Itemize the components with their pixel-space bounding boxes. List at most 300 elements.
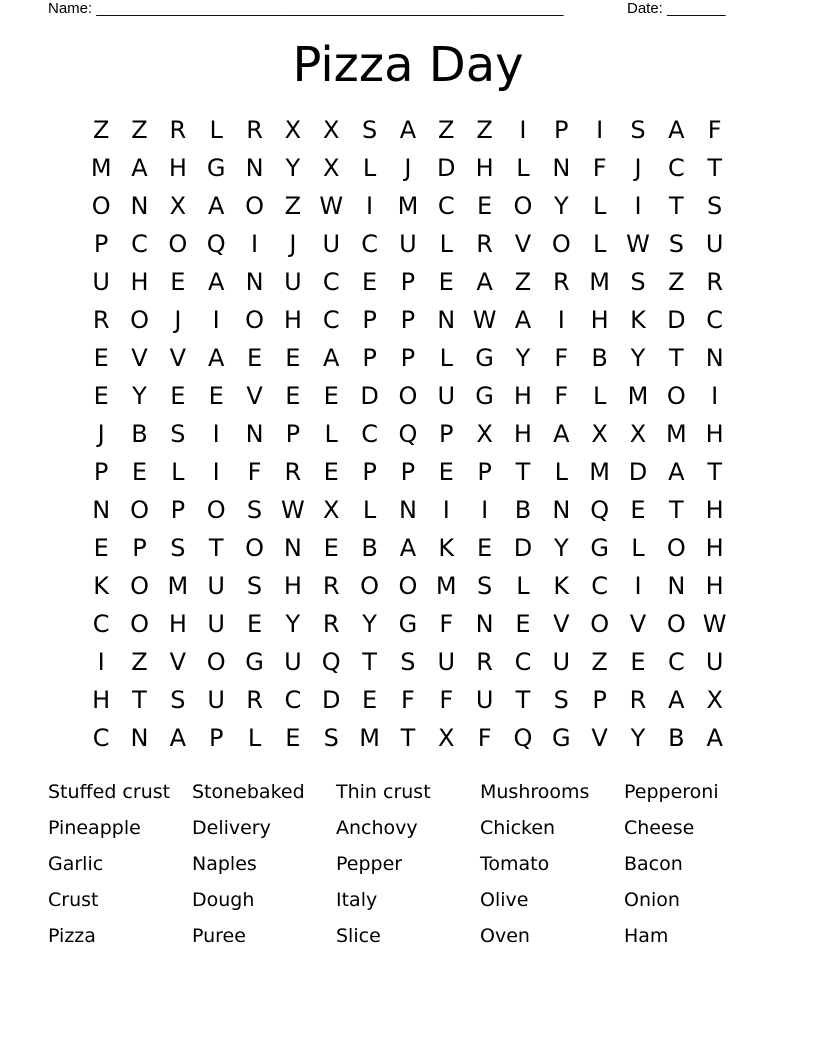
grid-letter: R (629, 686, 647, 714)
grid-letter: D (667, 306, 686, 334)
grid-letter: O (245, 534, 264, 562)
grid-letter: A (323, 344, 340, 372)
grid-letter: F (247, 458, 262, 486)
grid-row (82, 415, 734, 453)
grid-letter: M (435, 572, 457, 600)
grid-letter: S (630, 116, 646, 144)
grid-letter: C (667, 648, 685, 676)
grid-letter: H (705, 420, 724, 448)
word-list-item: Mushrooms (480, 781, 590, 803)
grid-letter: P (362, 458, 377, 486)
grid-letter: C (514, 648, 532, 676)
grid-letter: O (130, 572, 149, 600)
grid-letter: Y (630, 724, 646, 752)
grid-letter: L (439, 344, 453, 372)
grid-letter: K (438, 534, 455, 562)
grid-letter: C (92, 610, 110, 638)
grid-letter: L (362, 154, 377, 182)
grid-letter: M (627, 382, 649, 410)
grid-letter: U (284, 648, 302, 676)
grid-letter: D (360, 382, 379, 410)
grid-letter: C (322, 306, 340, 334)
grid-letter: P (208, 724, 224, 752)
grid-letter: L (439, 230, 453, 258)
grid-letter: X (284, 116, 302, 144)
grid-letter: A (476, 268, 493, 296)
grid-letter: T (515, 458, 531, 486)
word-list-item: Puree (192, 925, 246, 947)
grid-letter: U (92, 268, 110, 296)
grid-letter: A (399, 534, 417, 562)
grid-letter: A (169, 724, 187, 752)
grid-letter: Y (553, 534, 569, 562)
grid-letter: O (666, 382, 686, 410)
grid-letter: Q (206, 230, 226, 258)
grid-letter: E (93, 344, 109, 372)
grid-letter: F (592, 154, 607, 182)
name-field: Name: ________________________________________________________ (48, 0, 564, 17)
grid-letter: A (207, 192, 225, 220)
grid-letter: R (284, 458, 302, 486)
grid-letter: U (705, 230, 724, 258)
grid-letter: E (323, 534, 339, 562)
grid-letter: W (626, 230, 650, 258)
grid-row (82, 225, 734, 263)
grid-letter: R (552, 268, 570, 296)
grid-letter: O (245, 306, 264, 334)
grid-letter: T (668, 496, 684, 524)
word-list-item: Slice (336, 925, 381, 947)
grid-letter: P (170, 496, 186, 524)
grid-letter: B (361, 534, 378, 562)
grid-letter: N (130, 724, 149, 752)
grid-letter: A (668, 458, 685, 486)
word-list-item: Pineapple (48, 817, 141, 839)
grid-letter: E (515, 610, 531, 638)
grid-letter: T (208, 534, 224, 562)
grid-letter: O (130, 496, 149, 524)
grid-letter: A (207, 268, 225, 296)
grid-letter: N (245, 154, 264, 182)
grid-letter: C (591, 572, 609, 600)
grid-letter: E (438, 458, 454, 486)
grid-letter: B (591, 344, 608, 372)
grid-letter: L (592, 192, 607, 220)
grid-letter: E (630, 496, 646, 524)
grid-letter: V (131, 344, 148, 372)
grid-letter: E (361, 268, 378, 296)
word-list-item: Cheese (624, 817, 695, 839)
grid-letter: F (554, 382, 569, 410)
grid-letter: W (472, 306, 497, 334)
grid-letter: L (592, 230, 607, 258)
grid-letter: H (513, 382, 532, 410)
grid-letter: N (705, 344, 724, 372)
grid-letter: M (589, 268, 610, 296)
grid-letter: E (285, 724, 301, 752)
grid-letter: X (323, 154, 340, 182)
grid-letter: Q (398, 420, 418, 448)
grid-letter: U (552, 648, 571, 676)
grid-letter: Z (514, 268, 532, 296)
grid-letter: C (706, 306, 724, 334)
grid-letter: X (169, 192, 187, 220)
grid-letter: O (398, 382, 418, 410)
grid-letter: T (707, 154, 722, 182)
grid-letter: O (398, 572, 418, 600)
grid-letter: O (91, 192, 111, 220)
word-list-item: Onion (624, 889, 680, 911)
grid-letter: L (362, 496, 377, 524)
grid-letter: U (399, 230, 417, 258)
word-list-item: Italy (336, 889, 378, 911)
grid-letter: Y (285, 610, 301, 638)
grid-letter: S (361, 116, 378, 144)
grid-letter: L (516, 154, 530, 182)
grid-letter: T (668, 344, 684, 372)
grid-letter: G (245, 648, 264, 676)
grid-letter: V (169, 344, 187, 372)
grid-letter: E (361, 686, 378, 714)
grid-letter: P (554, 116, 569, 144)
grid-letter: K (93, 572, 110, 600)
grid-letter: R (706, 268, 724, 296)
grid-letter: L (554, 458, 568, 486)
grid-row (82, 605, 734, 643)
grid-letter: H (590, 306, 609, 334)
grid-letter: H (283, 572, 302, 600)
grid-letter: A (207, 344, 225, 372)
grid-letter: O (206, 648, 226, 676)
grid-letter: S (630, 268, 646, 296)
grid-letter: M (90, 154, 112, 182)
grid-letter: E (93, 534, 109, 562)
word-list-item: Delivery (192, 817, 271, 839)
grid-letter: Y (515, 344, 531, 372)
grid-letter: I (442, 496, 450, 524)
grid-letter: Z (92, 116, 110, 144)
grid-letter: Y (362, 610, 377, 638)
grid-row (82, 111, 734, 149)
grid-letter: U (437, 648, 456, 676)
grid-letter: H (92, 686, 111, 714)
grid-letter: H (513, 420, 532, 448)
word-list-item: Ham (624, 925, 669, 947)
grid-letter: W (702, 610, 727, 638)
grid-letter: S (170, 534, 186, 562)
page-title: Pizza Day (292, 37, 524, 93)
grid-letter: M (397, 192, 419, 220)
grid-letter: Z (284, 192, 302, 220)
grid-letter: C (322, 268, 340, 296)
grid-row (82, 263, 734, 301)
grid-letter: Z (476, 116, 493, 144)
grid-letter: J (289, 230, 297, 258)
date-field: Date: _______ (627, 0, 726, 17)
grid-letter: K (630, 306, 646, 334)
grid-letter: C (361, 230, 378, 258)
grid-row (82, 301, 734, 339)
grid-letter: X (323, 116, 340, 144)
grid-letter: D (513, 534, 533, 562)
grid-letter: H (475, 154, 494, 182)
grid-letter: E (477, 192, 493, 220)
grid-letter: E (208, 382, 224, 410)
grid-letter: Z (131, 116, 148, 144)
grid-letter: L (171, 458, 185, 486)
grid-letter: H (168, 154, 187, 182)
grid-letter: P (362, 306, 377, 334)
grid-letter: Z (131, 648, 148, 676)
grid-letter: A (399, 116, 417, 144)
grid-letter: P (362, 344, 377, 372)
grid-letter: Q (513, 724, 533, 752)
grid-letter: P (400, 344, 416, 372)
grid-letter: G (590, 534, 609, 562)
grid-letter: L (516, 572, 530, 600)
grid-letter: Y (132, 382, 147, 410)
word-list-item: Stuffed crust (48, 781, 171, 803)
grid-letter: U (207, 572, 225, 600)
word-list-item: Thin crust (336, 781, 431, 803)
worksheet-header (48, 0, 748, 20)
grid-letter: U (207, 610, 225, 638)
grid-letter: I (212, 306, 220, 334)
grid-letter: E (323, 458, 339, 486)
grid-letter: O (130, 610, 149, 638)
grid-row (82, 491, 734, 529)
grid-row (82, 643, 734, 681)
grid-letter: J (634, 154, 642, 182)
grid-letter: S (170, 686, 186, 714)
grid-letter: N (398, 496, 417, 524)
grid-letter: Q (321, 648, 341, 676)
grid-letter: L (592, 382, 607, 410)
grid-letter: I (251, 230, 259, 258)
grid-letter: E (285, 382, 301, 410)
grid-letter: P (285, 420, 301, 448)
word-list-item: Anchovy (336, 817, 418, 839)
grid-letter: E (323, 382, 339, 410)
grid-letter: T (515, 686, 531, 714)
word-list-item: Pepperoni (624, 781, 719, 803)
grid-letter: F (401, 686, 415, 714)
grid-letter: U (475, 686, 494, 714)
grid-letter: A (131, 154, 148, 182)
grid-letter: U (437, 382, 456, 410)
grid-letter: E (477, 534, 493, 562)
grid-letter: U (322, 230, 341, 258)
grid-letter: B (668, 724, 685, 752)
grid-letter: E (170, 382, 186, 410)
letter-grid (82, 111, 734, 757)
grid-letter: U (705, 648, 724, 676)
grid-row (82, 681, 734, 719)
grid-letter: Y (285, 154, 301, 182)
grid-letter: G (398, 610, 418, 638)
grid-letter: G (475, 382, 494, 410)
grid-letter: F (554, 344, 569, 372)
grid-letter: A (668, 116, 685, 144)
grid-letter: P (439, 420, 454, 448)
grid-letter: N (92, 496, 111, 524)
grid-row (82, 719, 734, 757)
grid-letter: M (665, 420, 687, 448)
grid-letter: P (400, 306, 416, 334)
grid-letter: G (475, 344, 494, 372)
grid-letter: P (93, 458, 109, 486)
word-list-item: Garlic (48, 853, 104, 875)
word-list (48, 776, 768, 956)
grid-letter: T (400, 724, 416, 752)
grid-row (82, 377, 734, 415)
grid-letter: N (437, 306, 456, 334)
grid-letter: H (283, 306, 302, 334)
grid-letter: E (438, 268, 454, 296)
grid-letter: A (514, 306, 532, 334)
grid-letter: H (130, 268, 149, 296)
word-list-row (48, 848, 768, 884)
grid-letter: P (400, 458, 416, 486)
grid-letter: C (284, 686, 302, 714)
grid-letter: O (513, 192, 533, 220)
grid-letter: T (362, 648, 377, 676)
grid-letter: N (667, 572, 686, 600)
grid-letter: L (324, 420, 338, 448)
grid-row (82, 149, 734, 187)
grid-letter: O (590, 610, 610, 638)
grid-letter: L (631, 534, 645, 562)
grid-letter: W (281, 496, 305, 524)
grid-letter: P (132, 534, 147, 562)
grid-letter: R (246, 686, 263, 714)
grid-letter: J (404, 154, 412, 182)
grid-letter: O (130, 306, 149, 334)
grid-letter: S (246, 496, 263, 524)
grid-letter: V (169, 648, 187, 676)
word-list-item: Oven (480, 925, 530, 947)
grid-letter: X (476, 420, 493, 448)
grid-letter: V (514, 230, 532, 258)
word-list-item: Pizza (48, 925, 96, 947)
grid-letter: T (707, 458, 722, 486)
word-list-item: Naples (192, 853, 257, 875)
grid-letter: I (519, 116, 527, 144)
grid-letter: M (589, 458, 610, 486)
grid-letter: I (596, 116, 604, 144)
grid-letter: Z (591, 648, 608, 676)
grid-letter: I (212, 458, 220, 486)
grid-letter: F (707, 116, 722, 144)
grid-letter: N (245, 420, 264, 448)
grid-letter: T (668, 192, 684, 220)
grid-letter: S (553, 686, 569, 714)
grid-letter: R (476, 648, 493, 676)
grid-letter: I (634, 572, 642, 600)
grid-letter: R (322, 572, 340, 600)
grid-letter: R (246, 116, 263, 144)
grid-letter: I (212, 420, 220, 448)
grid-letter: I (366, 192, 374, 220)
grid-letter: O (666, 534, 686, 562)
grid-letter: E (131, 458, 148, 486)
grid-letter: R (169, 116, 187, 144)
grid-letter: D (321, 686, 341, 714)
grid-letter: E (285, 344, 301, 372)
grid-letter: O (168, 230, 188, 258)
grid-letter: E (93, 382, 109, 410)
grid-letter: X (438, 724, 455, 752)
word-list-item: Stonebaked (192, 781, 305, 803)
grid-letter: O (666, 610, 686, 638)
grid-letter: X (629, 420, 647, 448)
grid-row (82, 339, 734, 377)
word-list-item: Crust (48, 889, 99, 911)
grid-letter: C (667, 154, 685, 182)
grid-letter: E (170, 268, 186, 296)
grid-letter: Z (438, 116, 455, 144)
grid-letter: Z (668, 268, 685, 296)
grid-letter: P (592, 686, 607, 714)
grid-letter: G (206, 154, 226, 182)
grid-letter: E (246, 344, 263, 372)
grid-letter: F (439, 610, 454, 638)
grid-letter: S (476, 572, 493, 600)
grid-letter: T (132, 686, 147, 714)
grid-letter: I (481, 496, 489, 524)
grid-letter: N (552, 154, 571, 182)
grid-letter: D (437, 154, 456, 182)
grid-letter: M (167, 572, 189, 600)
grid-letter: O (551, 230, 571, 258)
grid-letter: U (207, 686, 225, 714)
grid-letter: D (628, 458, 648, 486)
grid-letter: J (174, 306, 182, 334)
grid-letter: H (705, 572, 724, 600)
grid-letter: S (668, 230, 684, 258)
grid-letter: C (131, 230, 148, 258)
grid-letter: N (130, 192, 149, 220)
grid-letter: X (706, 686, 723, 714)
grid-letter: X (323, 496, 340, 524)
grid-letter: H (168, 610, 187, 638)
grid-letter: O (206, 496, 226, 524)
grid-letter: S (246, 572, 263, 600)
grid-letter: S (400, 648, 416, 676)
grid-letter: C (437, 192, 455, 220)
grid-letter: B (514, 496, 532, 524)
grid-letter: M (359, 724, 380, 752)
grid-letter: O (360, 572, 380, 600)
grid-letter: X (591, 420, 608, 448)
grid-letter: R (322, 610, 340, 638)
grid-letter: R (476, 230, 493, 258)
grid-letter: S (323, 724, 339, 752)
grid-letter: V (246, 382, 263, 410)
grid-letter: Y (630, 344, 646, 372)
grid-letter: N (283, 534, 302, 562)
grid-letter: S (170, 420, 186, 448)
grid-letter: F (439, 686, 454, 714)
grid-letter: I (97, 648, 105, 676)
grid-letter: N (475, 610, 494, 638)
grid-letter: E (246, 610, 263, 638)
grid-letter: S (707, 192, 723, 220)
grid-letter: L (247, 724, 262, 752)
grid-letter: P (400, 268, 416, 296)
grid-letter: A (706, 724, 723, 752)
word-list-row (48, 812, 768, 848)
